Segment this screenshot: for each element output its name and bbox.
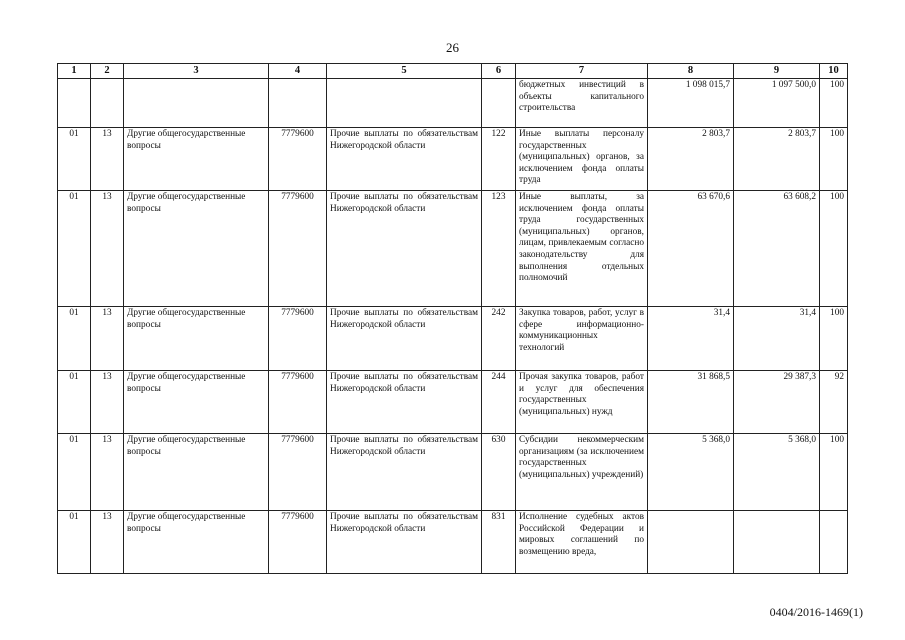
target-article-code: 7779600	[269, 511, 327, 574]
planned-amount: 2 803,7	[648, 128, 734, 191]
section-code: 01	[58, 307, 91, 371]
expense-type-name: Субсидии некоммерческим организациям (за исключением государственных (муниципальных) учреждений)	[516, 434, 648, 511]
header-cell: 6	[482, 64, 516, 79]
header-cell: 8	[648, 64, 734, 79]
target-article-name: Прочие выплаты по обязательствам Нижегородской области	[327, 191, 482, 307]
expense-type-name: Иные выплаты персоналу государственных (муниципальных) органов, за исключением фонда оплаты труда	[516, 128, 648, 191]
header-cell: 4	[269, 64, 327, 79]
section-code: 01	[58, 371, 91, 434]
section-name: Другие общегосударственные вопросы	[124, 371, 269, 434]
expense-type-code: 630	[482, 434, 516, 511]
target-article-name: Прочие выплаты по обязательствам Нижегородской области	[327, 434, 482, 511]
table-row	[58, 79, 848, 128]
target-article-name	[327, 79, 482, 128]
section-name: Другие общегосударственные вопросы	[124, 128, 269, 191]
subsection-code: 13	[91, 307, 124, 371]
table-row	[58, 128, 848, 191]
budget-table	[57, 63, 848, 574]
header-cell: 9	[734, 64, 820, 79]
execution-percent: 100	[820, 128, 848, 191]
expense-type-name: Иные выплаты, за исключением фонда оплаты труда государственных (муниципальных) органов, лицам, привлекаемым согласно законодательству для выполнения отдельных полномочий	[516, 191, 648, 307]
target-article-name: Прочие выплаты по обязательствам Нижегородской области	[327, 511, 482, 574]
section-code: 01	[58, 191, 91, 307]
subsection-code: 13	[91, 128, 124, 191]
target-article-code	[269, 79, 327, 128]
target-article-name: Прочие выплаты по обязательствам Нижегородской области	[327, 128, 482, 191]
header-cell: 1	[58, 64, 91, 79]
expense-type-code: 122	[482, 128, 516, 191]
section-code: 01	[58, 128, 91, 191]
target-article-code: 7779600	[269, 434, 327, 511]
subsection-code: 13	[91, 191, 124, 307]
section-name: Другие общегосударственные вопросы	[124, 191, 269, 307]
expense-type-name: бюджетных инвестиций в объекты капитального строительства	[516, 79, 648, 128]
planned-amount: 1 098 015,7	[648, 79, 734, 128]
subsection-code: 13	[91, 434, 124, 511]
table-row	[58, 191, 848, 307]
table-row	[58, 434, 848, 511]
planned-amount: 5 368,0	[648, 434, 734, 511]
section-name: Другие общегосударственные вопросы	[124, 307, 269, 371]
document-code: 0404/2016-1469(1)	[769, 605, 863, 619]
header-cell: 2	[91, 64, 124, 79]
expense-type-name: Закупка товаров, работ, услуг в сфере информационно-коммуникационных технологий	[516, 307, 648, 371]
execution-percent: 100	[820, 307, 848, 371]
section-code: 01	[58, 511, 91, 574]
target-article-code: 7779600	[269, 191, 327, 307]
expense-type-name: Исполнение судебных актов Российской Федерации и мировых соглашений по возмещению вреда,	[516, 511, 648, 574]
planned-amount: 63 670,6	[648, 191, 734, 307]
planned-amount	[648, 511, 734, 574]
expense-type-code: 244	[482, 371, 516, 434]
table-row	[58, 511, 848, 574]
executed-amount: 1 097 500,0	[734, 79, 820, 128]
section-name: Другие общегосударственные вопросы	[124, 511, 269, 574]
header-cell: 5	[327, 64, 482, 79]
target-article-name: Прочие выплаты по обязательствам Нижегородской области	[327, 307, 482, 371]
header-cell: 7	[516, 64, 648, 79]
execution-percent: 92	[820, 371, 848, 434]
subsection-code	[91, 79, 124, 128]
subsection-code: 13	[91, 371, 124, 434]
expense-type-code: 831	[482, 511, 516, 574]
header-cell: 3	[124, 64, 269, 79]
expense-type-code	[482, 79, 516, 128]
executed-amount: 31,4	[734, 307, 820, 371]
target-article-name: Прочие выплаты по обязательствам Нижегородской области	[327, 371, 482, 434]
expense-type-code: 123	[482, 191, 516, 307]
expense-type-code: 242	[482, 307, 516, 371]
executed-amount: 5 368,0	[734, 434, 820, 511]
table-row	[58, 307, 848, 371]
section-name: Другие общегосударственные вопросы	[124, 434, 269, 511]
section-name	[124, 79, 269, 128]
target-article-code: 7779600	[269, 371, 327, 434]
execution-percent: 100	[820, 191, 848, 307]
execution-percent: 100	[820, 79, 848, 128]
planned-amount: 31,4	[648, 307, 734, 371]
expense-type-name: Прочая закупка товаров, работ и услуг для обеспечения государственных (муниципальных) нужд	[516, 371, 648, 434]
executed-amount	[734, 511, 820, 574]
header-cell: 10	[820, 64, 848, 79]
target-article-code: 7779600	[269, 128, 327, 191]
section-code: 01	[58, 434, 91, 511]
executed-amount: 29 387,3	[734, 371, 820, 434]
subsection-code: 13	[91, 511, 124, 574]
header-row	[58, 64, 848, 79]
page-number: 26	[446, 40, 459, 55]
executed-amount: 63 608,2	[734, 191, 820, 307]
target-article-code: 7779600	[269, 307, 327, 371]
execution-percent: 100	[820, 434, 848, 511]
planned-amount: 31 868,5	[648, 371, 734, 434]
execution-percent	[820, 511, 848, 574]
table-row	[58, 371, 848, 434]
section-code	[58, 79, 91, 128]
executed-amount: 2 803,7	[734, 128, 820, 191]
